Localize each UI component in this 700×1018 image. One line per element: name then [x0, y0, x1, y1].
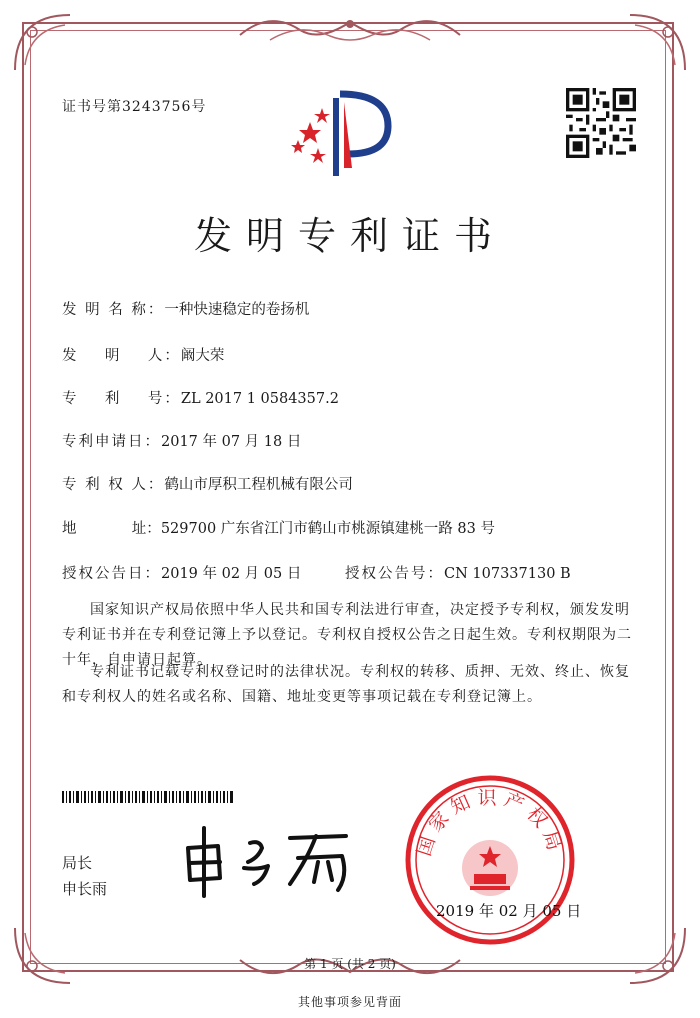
inventor-row — [62, 344, 224, 365]
patent-number-label: 专 利 号： — [62, 391, 181, 407]
grant-number-row — [345, 562, 571, 583]
invention-name-row — [62, 298, 309, 319]
inventor-value: 阚大荣 — [180, 348, 225, 364]
address-row — [62, 517, 495, 538]
patentee-value: 鹤山市厚积工程机械有限公司 — [164, 477, 353, 493]
signatory-position: 局长 — [62, 854, 93, 872]
handwritten-signature — [178, 818, 358, 898]
patent-office-logo — [288, 88, 398, 180]
grant-number-value: CN 107337130 B — [444, 566, 571, 582]
address-label: 地 址： — [62, 521, 161, 537]
grant-number-label: 授权公告号： — [345, 566, 444, 582]
corner-ornament-top-left — [10, 10, 80, 80]
invention-name-label: 发 明 名 称： — [62, 302, 165, 318]
filing-date-value: 2017 年 07 月 18 日 — [161, 434, 302, 450]
grant-date-label: 授权公告日： — [62, 566, 161, 582]
certificate-number: 证书号第3243756号 — [62, 99, 207, 115]
patent-number-row — [62, 387, 339, 408]
filing-date-row — [62, 430, 301, 451]
patentee-row — [62, 473, 353, 494]
filing-date-label: 专利申请日： — [62, 434, 161, 450]
signatory-name: 申长雨 — [62, 880, 108, 898]
footer-note: 其他事项参见背面 — [297, 995, 402, 1009]
corner-ornament-top-right — [620, 10, 690, 80]
corner-ornament-bottom-left — [10, 918, 80, 988]
seal-text: 国家知识产权局 — [412, 787, 568, 859]
patent-number-value: ZL 2017 1 0584357.2 — [180, 391, 339, 407]
grant-statement-paragraph: 国家知识产权局依照中华人民共和国专利法进行审查，决定授予专利权，颁发发明专利证书并在专利登记簿上予以登记。专利权自授权公告之日起生效。专利权期限为二十年，自申请日起算。 — [62, 602, 632, 668]
certificate-title: 发明专利证书 — [193, 214, 506, 258]
grant-date-value: 2019 年 02 月 05 日 — [161, 566, 302, 582]
invention-name-value: 一种快速稳定的卷扬机 — [164, 302, 310, 318]
national-emblem — [462, 840, 518, 896]
top-ornament — [230, 10, 470, 50]
inventor-label: 发 明 人： — [62, 348, 181, 364]
page-number: 第 1 页 (共 2 页) — [304, 957, 396, 971]
address-value: 529700 广东省江门市鹤山市桃源镇建桃一路 83 号 — [160, 521, 495, 537]
qr-code — [566, 88, 636, 158]
corner-ornament-bottom-right — [620, 918, 690, 988]
seal-date: 2019 年 02 月 05 日 — [436, 902, 582, 920]
barcode — [62, 791, 234, 803]
patentee-label: 专 利 权 人： — [62, 477, 165, 493]
legal-status-paragraph: 专利证书记载专利权登记时的法律状况。专利权的转移、质押、无效、终止、恢复和专利权人的姓名或名称、国籍、地址变更等事项记载在专利登记簿上。 — [62, 664, 630, 705]
grant-date-row — [62, 562, 301, 583]
